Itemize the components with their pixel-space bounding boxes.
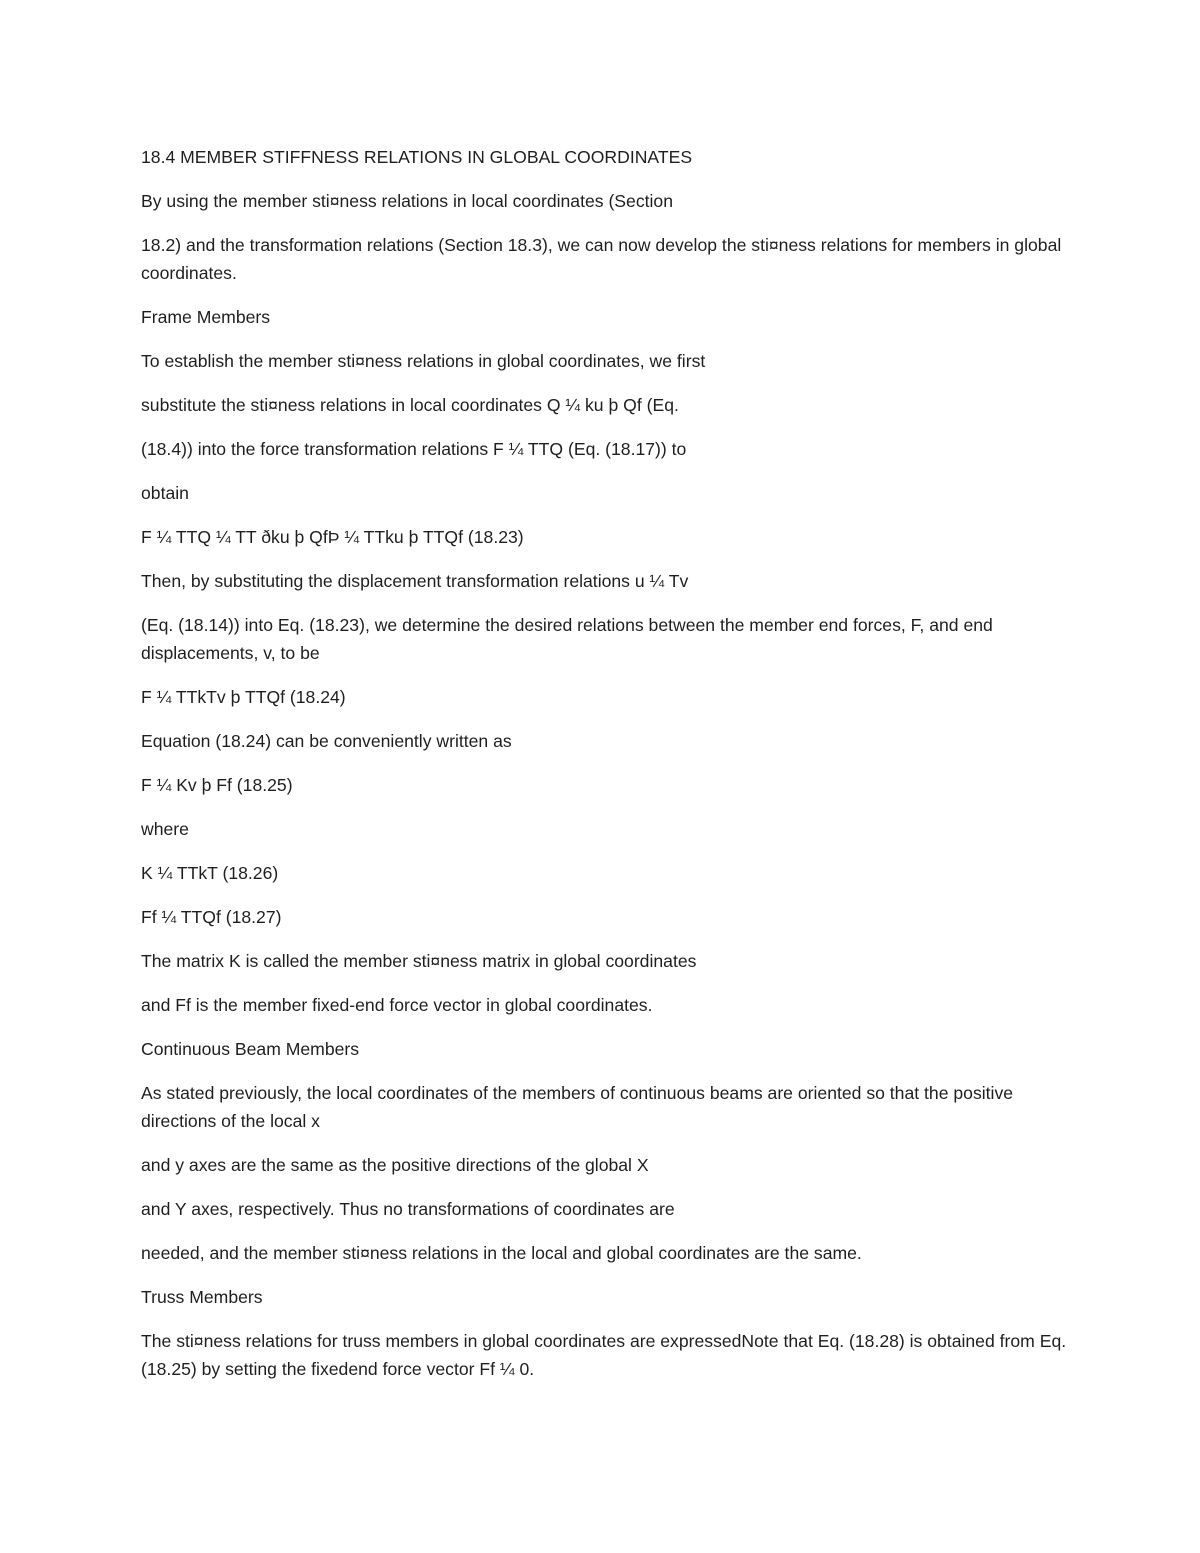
paragraph-truss-1: The sti¤ness relations for truss members in global coordinates are expressedNote that Eq. (18.28) is obtained from Eq. (18.25) by setting the fixedend force vector Ff ¼ 0. [141, 1331, 1067, 1379]
equation-18-26: K ¼ TTkT (18.26) [141, 863, 279, 883]
subheading-truss-members: Truss Members [141, 1287, 263, 1307]
subheading-frame-members: Frame Members [141, 307, 271, 327]
paragraph-frame-3: (18.4)) into the force transformation relations F ¼ TTQ (Eq. (18.17)) to [141, 439, 687, 459]
paragraph-frame-4: obtain [141, 483, 189, 503]
section-heading: 18.4 MEMBER STIFFNESS RELATIONS IN GLOBAL COORDINATES [141, 147, 693, 167]
paragraph-intro-1: By using the member sti¤ness relations in local coordinates (Section [141, 191, 673, 211]
paragraph-frame-7: Equation (18.24) can be conveniently written as [141, 731, 512, 751]
paragraph-beam-3: and Y axes, respectively. Thus no transformations of coordinates are [141, 1199, 675, 1219]
equation-18-27: Ff ¼ TTQf (18.27) [141, 907, 282, 927]
equation-18-25: F ¼ Kv þ Ff (18.25) [141, 775, 293, 795]
equation-18-24: F ¼ TTkTv þ TTQf (18.24) [141, 687, 346, 707]
paragraph-frame-5: Then, by substituting the displacement transformation relations u ¼ Tv [141, 571, 689, 591]
paragraph-beam-1: As stated previously, the local coordinates of the members of continuous beams are oriented so that the positive directions of the local x [141, 1083, 1014, 1131]
paragraph-frame-2: substitute the sti¤ness relations in local coordinates Q ¼ ku þ Qf (Eq. [141, 395, 679, 415]
paragraph-beam-2: and y axes are the same as the positive directions of the global X [141, 1155, 649, 1175]
paragraph-frame-6: (Eq. (18.14)) into Eq. (18.23), we determine the desired relations between the member end forces, F, and end displacements, v, to be [141, 615, 993, 663]
document-body [141, 143, 1071, 1399]
paragraph-frame-1: To establish the member sti¤ness relations in global coordinates, we first [141, 351, 706, 371]
paragraph-where: where [141, 819, 189, 839]
subheading-continuous-beam-members: Continuous Beam Members [141, 1039, 360, 1059]
paragraph-intro-2: 18.2) and the transformation relations (Section 18.3), we can now develop the sti¤ness relations for members in global coordinates. [141, 235, 1062, 283]
paragraph-frame-8: The matrix K is called the member sti¤ness matrix in global coordinates [141, 951, 697, 971]
equation-18-23: F ¼ TTQ ¼ TT ðku þ QfÞ ¼ TTku þ TTQf (18.23) [141, 527, 524, 547]
paragraph-frame-9: and Ff is the member fixed-end force vector in global coordinates. [141, 995, 653, 1015]
paragraph-beam-4: needed, and the member sti¤ness relations in the local and global coordinates are the same. [141, 1243, 862, 1263]
